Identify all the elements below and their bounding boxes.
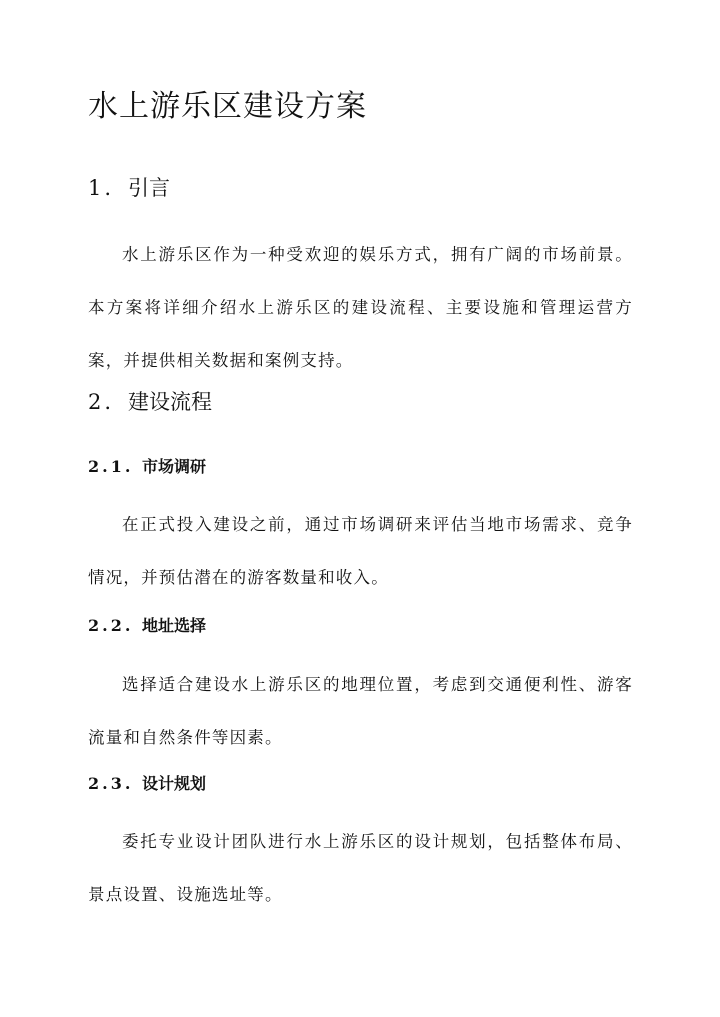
subsection-heading-site-selection (88, 613, 206, 639)
section-number: 1. (88, 176, 115, 200)
subsection-number: 2.1. (88, 457, 134, 476)
section-heading-introduction (88, 172, 170, 204)
subsection-number: 2.3. (88, 774, 134, 793)
subsection-paragraph-design-planning: 委托专业设计团队进行水上游乐区的设计规划，包括整体布局、景点设置、设施选址等。 (88, 832, 633, 904)
section-title: 引言 (128, 176, 170, 200)
subsection-paragraph-market-research: 在正式投入建设之前，通过市场调研来评估当地市场需求、竞争情况，并预估潜在的游客数量和收入。 (88, 515, 633, 587)
subsection-title: 市场调研 (142, 457, 207, 476)
subsection-number: 2.2. (88, 616, 134, 635)
subsection-heading-design-planning (88, 771, 206, 797)
subsection-title: 地址选择 (142, 616, 207, 635)
section-title: 建设流程 (128, 390, 212, 414)
section-heading-construction-process (88, 386, 212, 418)
subsection-title: 设计规划 (142, 774, 207, 793)
subsection-paragraph-site-selection: 选择适合建设水上游乐区的地理位置，考虑到交通便利性、游客流量和自然条件等因素。 (88, 675, 633, 747)
section-paragraph-introduction: 水上游乐区作为一种受欢迎的娱乐方式，拥有广阔的市场前景。本方案将详细介绍水上游乐区的建设流程、主要设施和管理运营方案，并提供相关数据和案例支持。 (88, 245, 633, 370)
subsection-heading-market-research (88, 454, 206, 480)
document-title: 水上游乐区建设方案 (88, 89, 367, 124)
section-number: 2. (88, 390, 115, 414)
